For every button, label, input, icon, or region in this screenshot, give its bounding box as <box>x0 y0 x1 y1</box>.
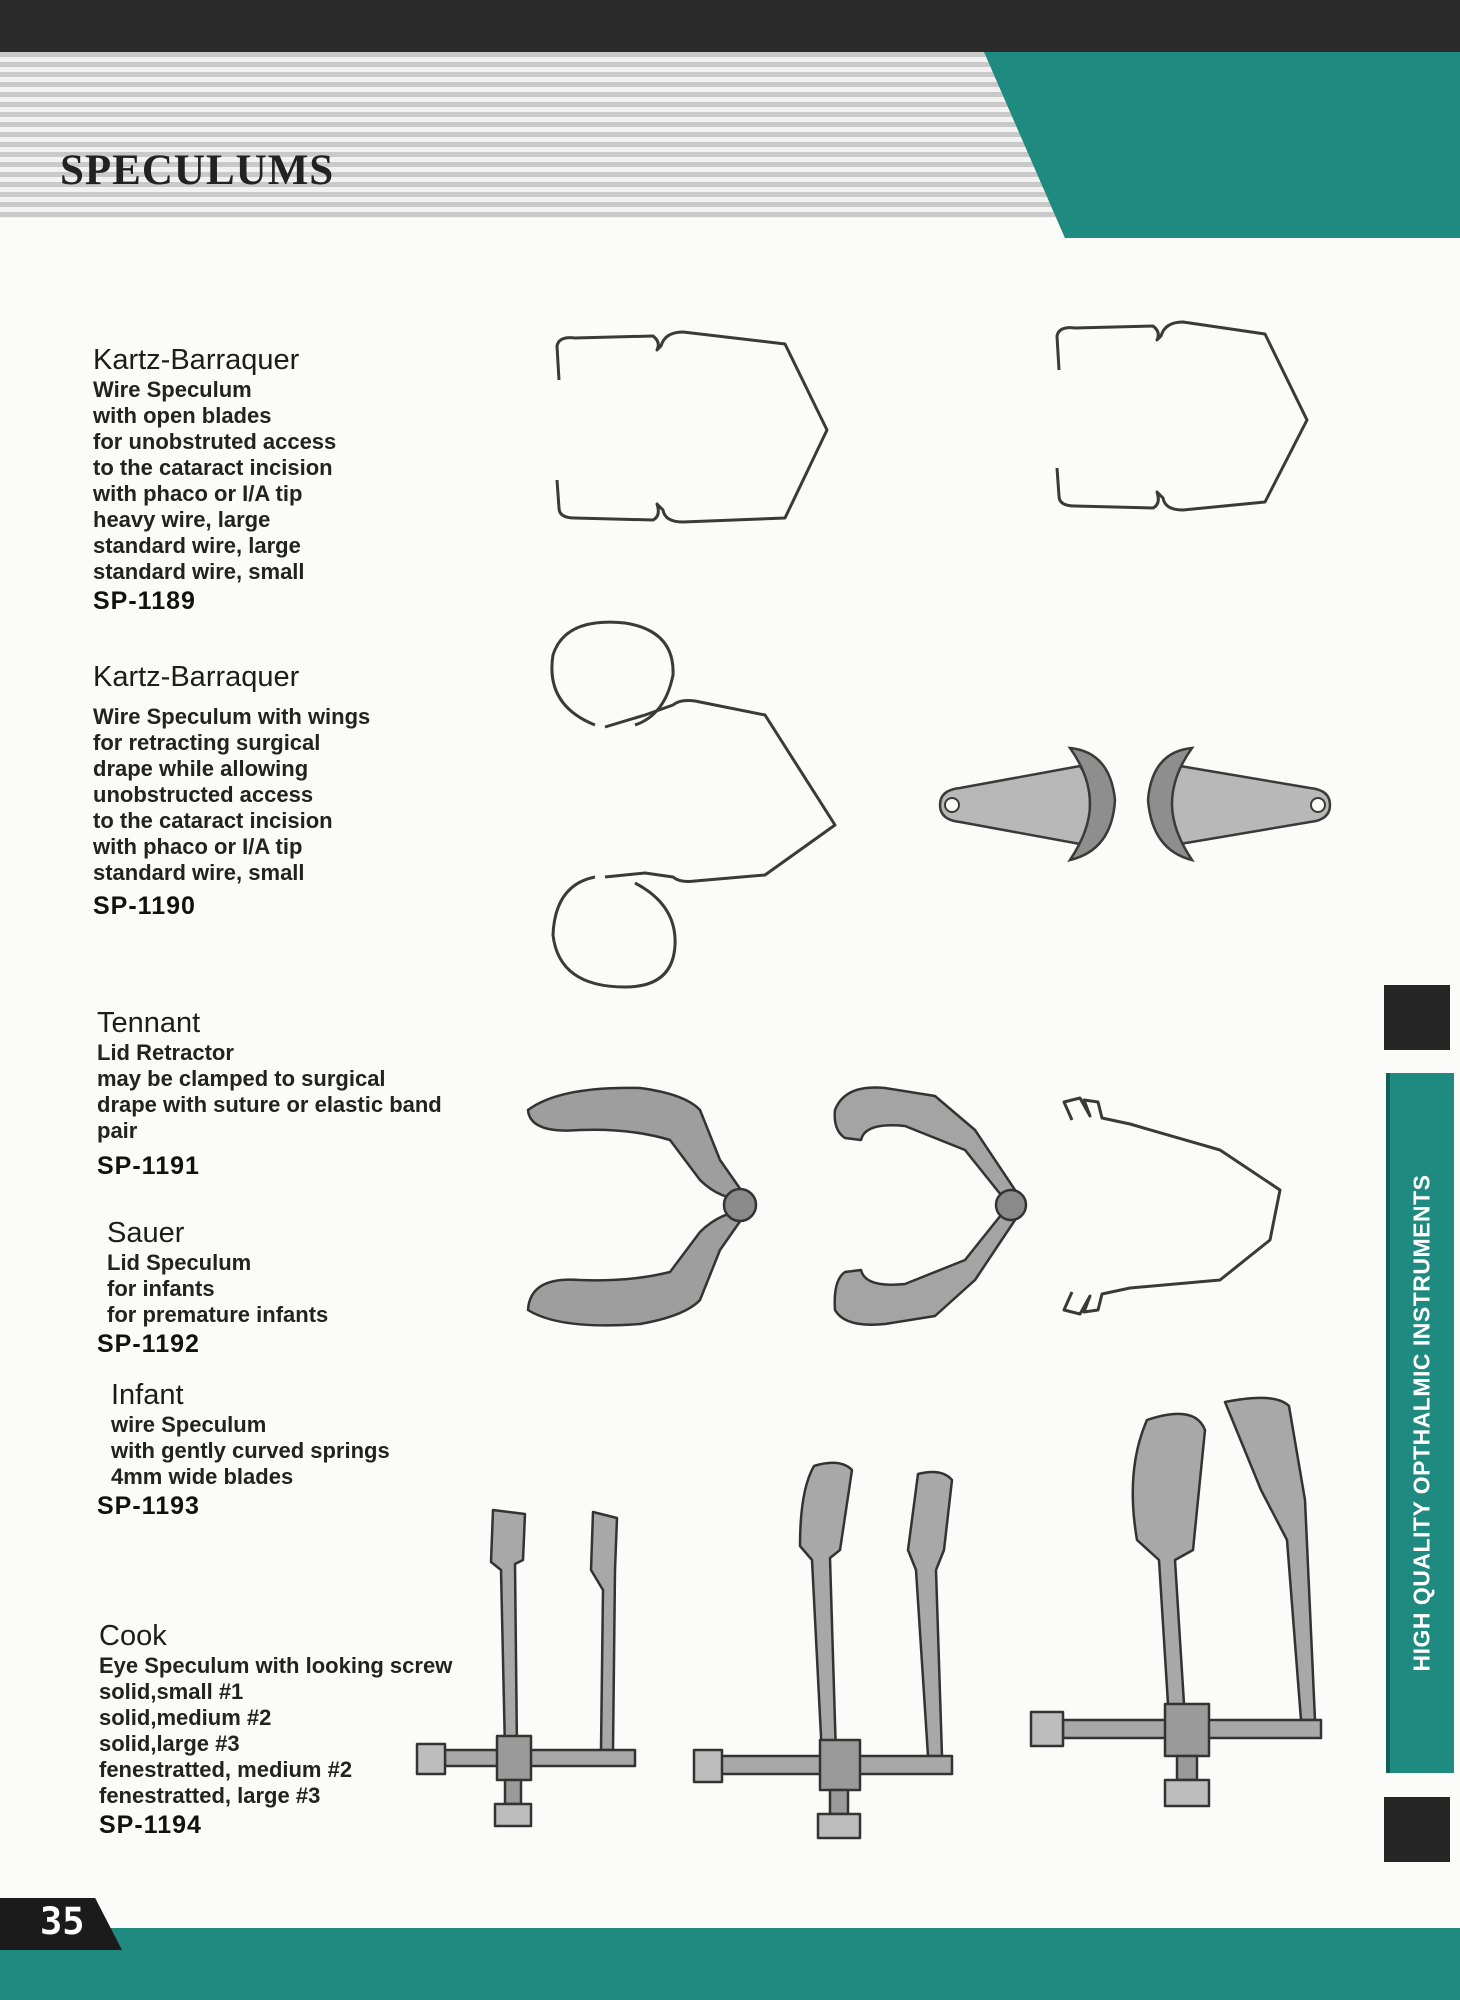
product-name: Kartz-Barraquer <box>93 344 300 376</box>
product-description: Wire Speculum with open blades for unobstruted access to the cataract incision with phaco or I/A tip heavy wire, large standard wire, large standard wire, small <box>93 377 337 584</box>
page-number: 35 <box>40 1900 85 1943</box>
product-sp-1192 <box>97 1216 527 1360</box>
product-name: Sauer <box>107 1217 185 1249</box>
cook-eye-speculum-medium-illustration <box>690 1450 980 1860</box>
product-code: SP-1191 <box>97 1152 200 1180</box>
product-code: SP-1190 <box>93 892 196 920</box>
winged-speculum-blades-illustration <box>930 740 1340 870</box>
top-dark-bar <box>0 0 1460 52</box>
sidebar-dark-block-top <box>1384 985 1450 1050</box>
product-sp-1190 <box>93 660 523 922</box>
infant-wire-speculum-illustration <box>1050 1090 1290 1330</box>
footer-teal-band <box>0 1928 1460 2000</box>
wire-speculum-open-illustration-1 <box>545 320 845 540</box>
cook-eye-speculum-large-illustration <box>1025 1390 1350 1820</box>
header-teal-block <box>984 52 1460 238</box>
product-code: SP-1189 <box>93 587 196 615</box>
sidebar-text: HIGH QUALITY OPTHALMIC INSTRUMENTS <box>1408 1174 1435 1672</box>
sauer-lid-speculum-illustration <box>815 1080 1045 1330</box>
product-code: SP-1192 <box>97 1330 200 1358</box>
product-code: SP-1194 <box>99 1811 202 1839</box>
wire-speculum-open-illustration-2 <box>1045 310 1345 530</box>
product-name: Kartz-Barraquer <box>93 661 300 693</box>
tennant-lid-retractor-illustration <box>520 1080 780 1330</box>
product-description: wire Speculum with gently curved springs 4mm wide blades <box>111 1412 390 1489</box>
product-name: Cook <box>99 1620 167 1652</box>
product-name: Infant <box>111 1379 184 1411</box>
sidebar-dark-block-bottom <box>1384 1797 1450 1862</box>
product-sp-1191 <box>97 1006 527 1182</box>
winged-wire-speculum-illustration <box>545 615 845 995</box>
product-description: Lid Speculum for infants for premature infants <box>107 1250 329 1327</box>
sidebar-teal-strip <box>1386 1073 1454 1773</box>
product-description: Lid Retractor may be clamped to surgical drape with suture or elastic band pair <box>97 1040 442 1143</box>
product-sp-1189 <box>93 343 523 617</box>
product-description: Eye Speculum with looking screw solid,small #1 solid,medium #2 solid,large #3 fenestratted, medium #2 fenestratted, large #3 <box>99 1653 453 1808</box>
cook-eye-speculum-small-illustration <box>405 1500 645 1860</box>
product-code: SP-1193 <box>97 1492 200 1520</box>
product-description: Wire Speculum with wings for retracting surgical drape while allowing unobstructed access to the cataract incision with phaco or I/A tip standard wire, small <box>93 704 371 885</box>
page-title: SPECULUMS <box>60 147 335 194</box>
product-name: Tennant <box>97 1007 201 1039</box>
